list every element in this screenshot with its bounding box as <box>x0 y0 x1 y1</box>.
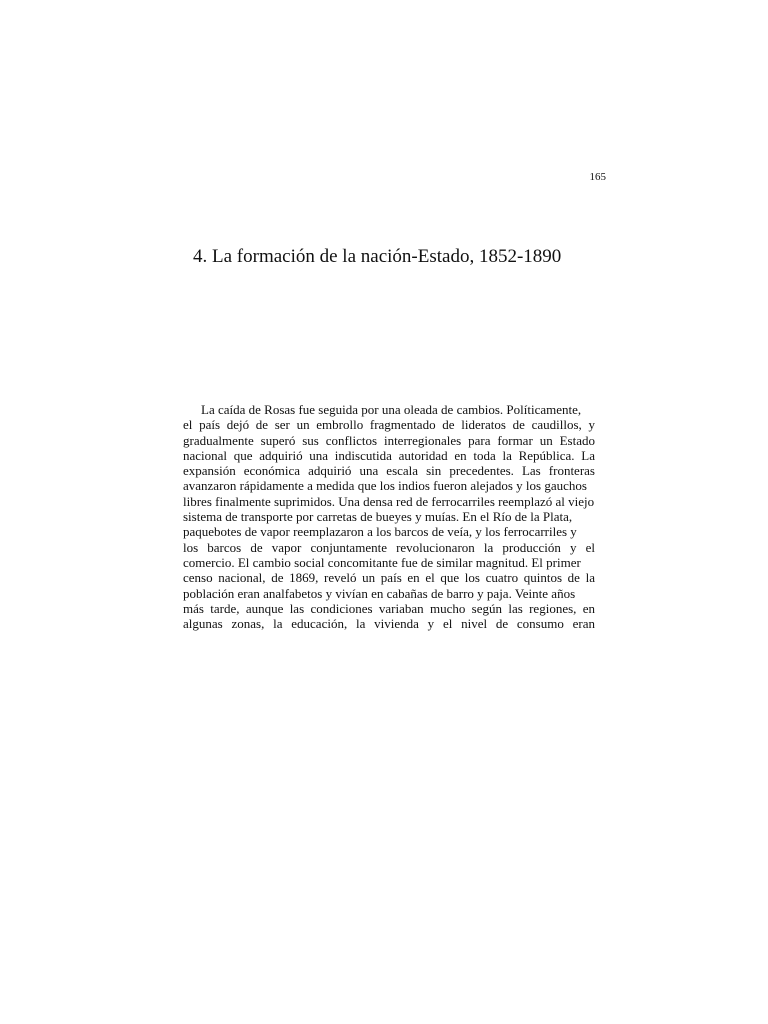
text-line: algunas zonas, la educación, la vivienda y el nivel de consumo eran <box>183 616 595 632</box>
text-line: La caída de Rosas fue seguida por una oleada de cambios. Políticamente, <box>201 402 582 417</box>
text-line: censo nacional, de 1869, reveló un país en el que los cuatro quintos de la <box>183 570 595 586</box>
text-line: paquebotes de vapor reemplazaron a los barcos de veía, y los ferrocarriles y <box>183 524 577 540</box>
chapter-title: 4. La formación de la nación-Estado, 1852-1890 <box>193 246 562 267</box>
text-line: avanzaron rápidamente a medida que los indios fueron alejados y los gauchos <box>183 478 587 494</box>
text-line: más tarde, aunque las condiciones variaban mucho según las regiones, en <box>183 600 595 616</box>
text-line: expansión económica adquirió una escala sin precedentes. Las fronteras <box>183 463 595 479</box>
text-line: los barcos de vapor conjuntamente revolucionaron la producción y el <box>183 539 595 555</box>
body-paragraph <box>183 402 595 631</box>
text-line: nacional que adquirió una indiscutida autoridad en toda la República. La <box>183 447 595 463</box>
text-line: gradualmente superó sus conflictos interregionales para formar un Estado <box>183 432 595 448</box>
text-line: población eran analfabetos y vivían en cabañas de barro y paja. Veinte años <box>183 585 576 601</box>
text-line: libres finalmente suprimidos. Una densa red de ferrocarriles reemplazó al viejo <box>183 493 595 509</box>
page-number: 165 <box>589 171 606 183</box>
text-line: el país dejó de ser un embrollo fragmentado de lideratos de caudillos, y <box>183 417 595 433</box>
text-line: sistema de transporte por carretas de bueyes y muías. En el Río de la Plata, <box>183 509 573 525</box>
text-line: comercio. El cambio social concomitante fue de similar magnitud. El primer <box>183 554 581 570</box>
